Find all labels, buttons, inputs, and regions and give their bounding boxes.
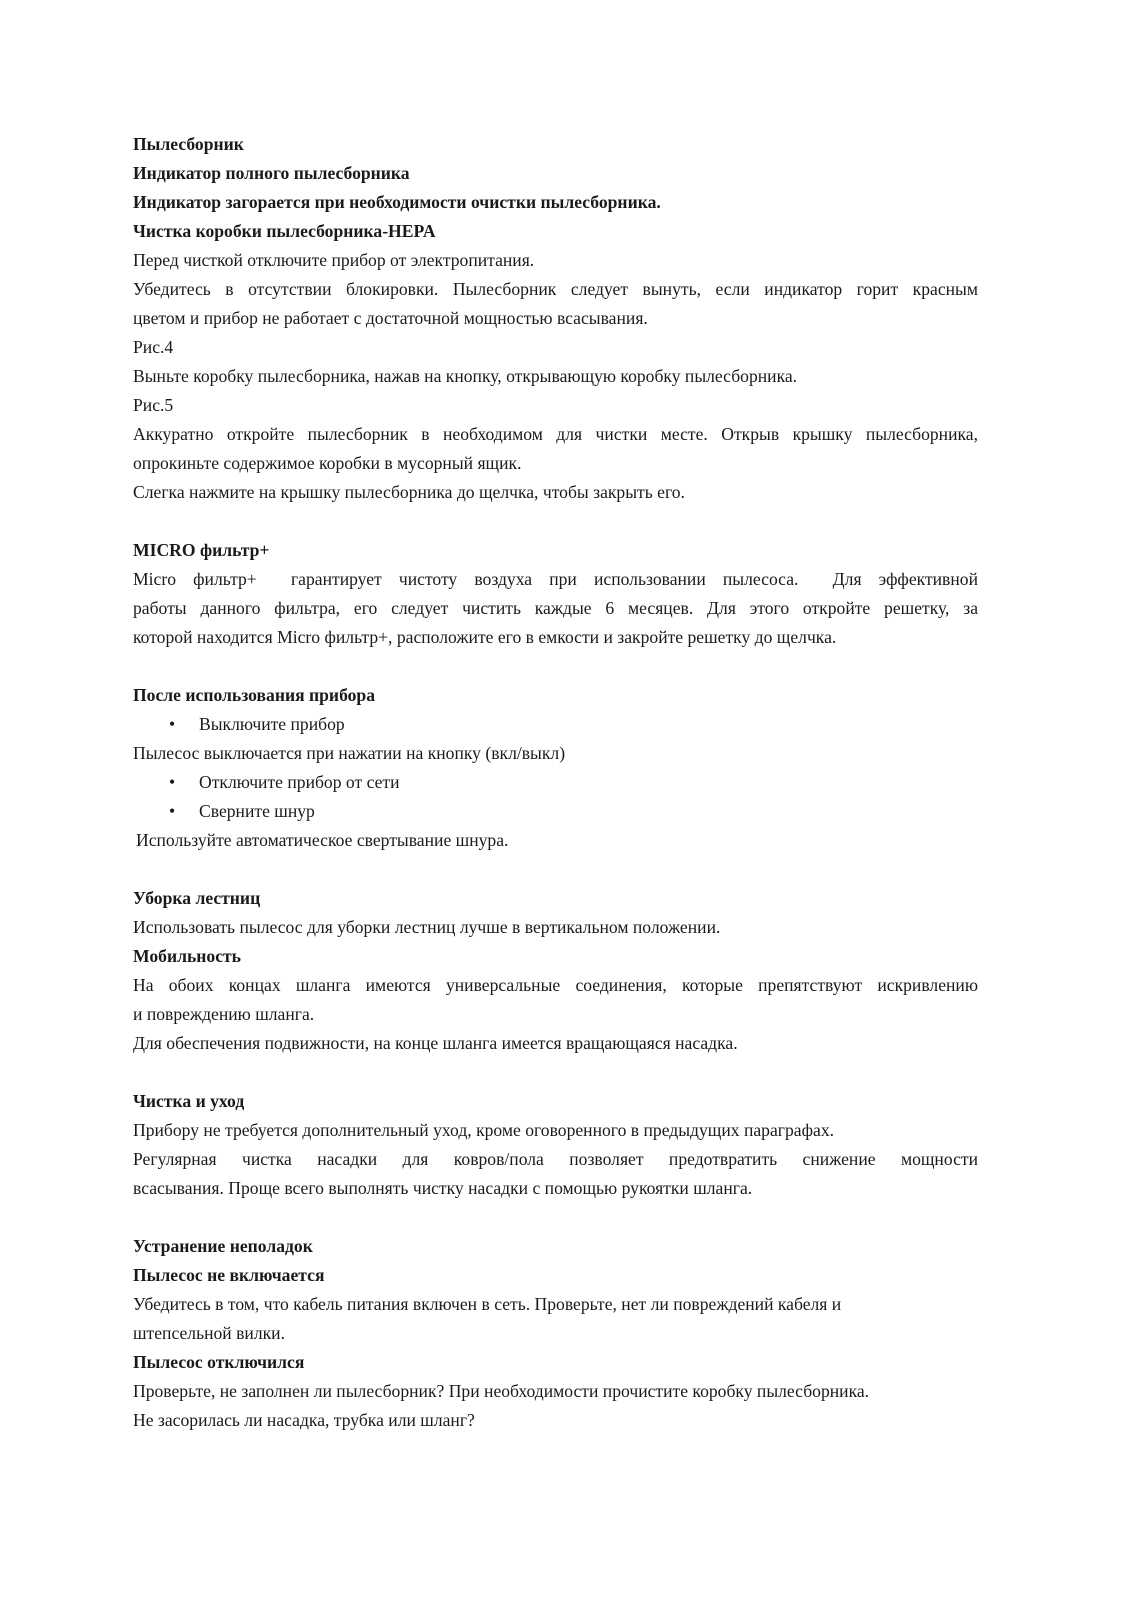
paragraph-line: Использовать пылесос для уборки лестниц лучше в вертикальном положении. [133,917,721,937]
blank-line [133,1058,978,1087]
paragraph-line: всасывания. Проще всего выполнять чистку насадки с помощью рукоятки шланга. [133,1178,753,1198]
paragraph-line: и повреждению шланга. [133,1004,315,1024]
paragraph-line: Аккуратно откройте пылесборник в необходимом для чистки месте. Открыв крышку пылесборника, [133,424,978,444]
list-item [133,797,978,826]
heading-after-use: После использования прибора [133,685,376,705]
paragraph-line: Micro фильтр+ гарантирует чистоту воздуха при использовании пылесоса. Для эффективной [133,569,978,589]
paragraph-line: Перед чисткой отключите прибор от электропитания. [133,250,535,270]
blank-line [133,1203,978,1232]
heading-mobility: Мобильность [133,946,241,966]
paragraph-line: работы данного фильтра, его следует чистить каждые 6 месяцев. Для этого откройте решетку, за [133,598,978,618]
heading-stairs: Уборка лестниц [133,888,261,908]
blank-line [133,855,978,884]
bullet-icon: • [169,714,176,734]
paragraph-line: опрокиньте содержимое коробки в мусорный ящик. [133,453,522,473]
paragraph-line: Пылесос выключается при нажатии на кнопку (вкл/выкл) [133,743,566,763]
subheading-switched-off: Пылесос отключился [133,1352,305,1372]
paragraph-line: штепсельной вилки. [133,1323,285,1343]
subheading-not-turning-on: Пылесос не включается [133,1265,325,1285]
heading-hepa-cleaning: Чистка коробки пылесборника-HEPA [133,221,436,241]
bullet-icon: • [169,772,176,792]
paragraph-line: цветом и прибор не работает с достаточной мощностью всасывания. [133,308,648,328]
paragraph-line: которой находится Micro фильтр+, расположите его в емкости и закройте решетку до щелчка. [133,627,837,647]
paragraph-line: Используйте автоматическое свертывание шнура. [136,830,509,850]
paragraph-line: Для обеспечения подвижности, на конце шланга имеется вращающаяся насадка. [133,1033,738,1053]
heading-cleaning-care: Чистка и уход [133,1091,245,1111]
list-item [133,768,978,797]
blank-line [133,507,978,536]
heading-full-indicator: Индикатор полного пылесборника [133,163,410,183]
paragraph-line: Убедитесь в том, что кабель питания включен в сеть. Проверьте, нет ли повреждений кабеля и [133,1294,842,1314]
paragraph-line: Выньте коробку пылесборника, нажав на кнопку, открывающую коробку пылесборника. [133,366,798,386]
list-item-text: Сверните шнур [199,801,315,821]
heading-indicator-lights: Индикатор загорается при необходимости очистки пылесборника. [133,192,661,212]
heading-troubleshooting: Устранение неполадок [133,1236,313,1256]
paragraph-line: Регулярная чистка насадки для ковров/пола позволяет предотвратить снижение мощности [133,1149,978,1169]
bullet-icon: • [169,801,176,821]
paragraph-line: На обоих концах шланга имеются универсальные соединения, которые препятствуют искривлению [133,975,978,995]
paragraph-line: Проверьте, не заполнен ли пылесборник? При необходимости прочистите коробку пылесборника. [133,1381,870,1401]
figure-reference: Рис.4 [133,337,174,357]
paragraph-line: Убедитесь в отсутствии блокировки. Пылесборник следует вынуть, если индикатор горит красным [133,279,978,299]
blank-line [133,652,978,681]
paragraph-line: Слегка нажмите на крышку пылесборника до щелчка, чтобы закрыть его. [133,482,685,502]
paragraph-line: Прибору не требуется дополнительный уход, кроме оговоренного в предыдущих параграфах. [133,1120,835,1140]
figure-reference: Рис.5 [133,395,174,415]
heading-dust-container: Пылесборник [133,134,244,154]
paragraph-line: Не засорилась ли насадка, трубка или шланг? [133,1410,475,1430]
list-item-text: Выключите прибор [199,714,345,734]
list-item [133,710,978,739]
list-item-text: Отключите прибор от сети [199,772,400,792]
document-page [133,130,978,1435]
heading-micro-filter: MICRO фильтр+ [133,540,270,560]
